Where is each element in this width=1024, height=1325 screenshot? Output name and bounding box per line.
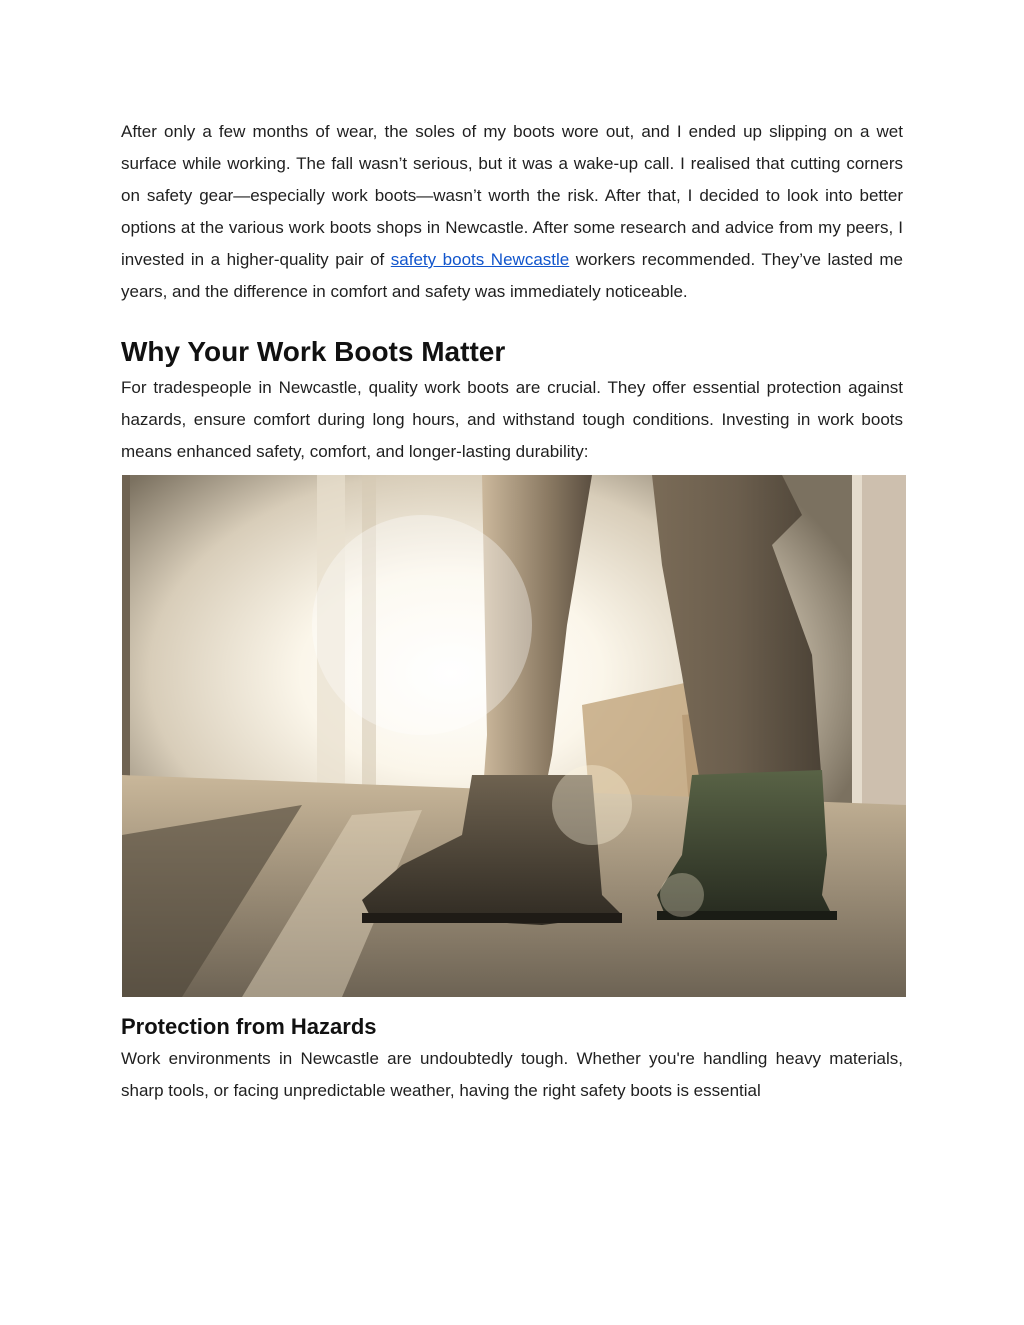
work-boots-photo — [122, 475, 906, 997]
section2-paragraph: Work environments in Newcastle are undoubtedly tough. Whether you're handling heavy materials, sharp tools, or facing unpredictable weather, having the right safety boots is essential — [121, 1049, 903, 1100]
intro-paragraph — [121, 116, 903, 308]
intro-text-after-link: workers recommended. They’ve lasted me years, and the difference in comfort and safety was immediately noticeable. — [121, 250, 903, 301]
section-heading-protection-from-hazards: Protection from Hazards — [121, 1014, 377, 1039]
section1-paragraph: For tradespeople in Newcastle, quality work boots are crucial. They offer essential protection against hazards, ensure comfort during long hours, and withstand tough conditions. Investing in work boots means enhanced safety, comfort, and longer-lasting durability: — [121, 378, 903, 461]
safety-boots-newcastle-link[interactable]: safety boots Newcastle — [390, 250, 570, 269]
document-page — [121, 116, 903, 1107]
intro-text-before-link: After only a few months of wear, the soles of my boots wore out, and I ended up slipping on a wet surface while working. The fall wasn’t serious, but it was a wake-up call. I realised that cutting corners on safety gear—especially work boots—wasn’t worth the risk. After that, I decided to look into better options at the various work boots shops in Newcastle. After some research and advice from my peers, I invested in a higher-quality pair of — [121, 122, 903, 269]
work-boots-illustration — [122, 475, 906, 997]
section-heading-why-work-boots-matter: Why Your Work Boots Matter — [121, 336, 506, 367]
